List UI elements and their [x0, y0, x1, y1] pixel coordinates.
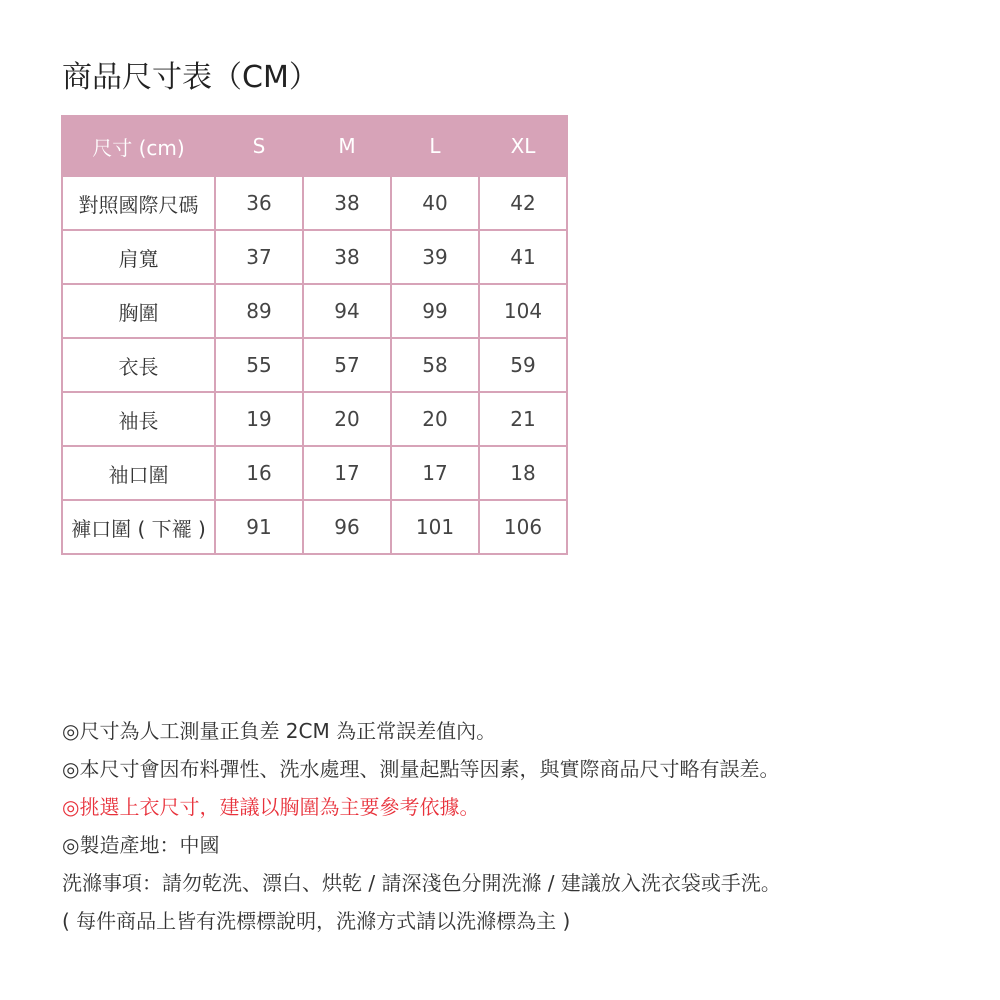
table-cell: 91	[215, 500, 303, 554]
table-cell: 94	[303, 284, 391, 338]
row-label: 對照國際尺碼	[62, 176, 215, 230]
table-cell: 58	[391, 338, 479, 392]
note-size-variance: ◎本尺寸會因布料彈性、洗水處理、測量起點等因素，與實際商品尺寸略有誤差。	[62, 757, 780, 781]
note-washing-instructions: 洗滌事項：請勿乾洗、漂白、烘乾 / 請深淺色分開洗滌 / 建議放入洗衣袋或手洗。	[62, 871, 781, 895]
table-cell: 89	[215, 284, 303, 338]
table-cell: 40	[391, 176, 479, 230]
table-row	[62, 338, 567, 392]
table-cell: 20	[391, 392, 479, 446]
table-cell: 38	[303, 176, 391, 230]
table-cell: 17	[303, 446, 391, 500]
table-cell: 57	[303, 338, 391, 392]
note-size-selection-tip: ◎挑選上衣尺寸，建議以胸圍為主要參考依據。	[62, 795, 480, 819]
table-cell: 17	[391, 446, 479, 500]
row-label: 袖長	[62, 392, 215, 446]
table-cell: 18	[479, 446, 567, 500]
header-cell-l: L	[391, 116, 479, 176]
table-row	[62, 230, 567, 284]
table-cell: 21	[479, 392, 567, 446]
table-cell: 38	[303, 230, 391, 284]
notes-section	[62, 712, 962, 940]
size-table	[61, 115, 568, 555]
page-title: 商品尺寸表（CM）	[62, 60, 319, 95]
table-cell: 41	[479, 230, 567, 284]
table-cell: 99	[391, 284, 479, 338]
table-cell: 42	[479, 176, 567, 230]
table-cell: 104	[479, 284, 567, 338]
table-row	[62, 176, 567, 230]
note-washing-label: ( 每件商品上皆有洗標標說明，洗滌方式請以洗滌標為主 )	[62, 909, 571, 933]
table-row	[62, 446, 567, 500]
table-cell: 36	[215, 176, 303, 230]
table-row	[62, 500, 567, 554]
table-row	[62, 392, 567, 446]
table-cell: 16	[215, 446, 303, 500]
table-cell: 55	[215, 338, 303, 392]
row-label: 袖口圍	[62, 446, 215, 500]
table-cell: 37	[215, 230, 303, 284]
table-cell: 106	[479, 500, 567, 554]
table-cell: 101	[391, 500, 479, 554]
header-cell-s: S	[215, 116, 303, 176]
table-cell: 59	[479, 338, 567, 392]
table-cell: 20	[303, 392, 391, 446]
table-cell: 39	[391, 230, 479, 284]
note-origin: ◎製造產地：中國	[62, 833, 220, 857]
row-label: 肩寬	[62, 230, 215, 284]
table-cell: 19	[215, 392, 303, 446]
table-cell: 96	[303, 500, 391, 554]
table-header-row	[62, 116, 567, 176]
row-label: 褲口圍 ( 下襬 )	[62, 500, 215, 554]
note-measurement-tolerance: ◎尺寸為人工測量正負差 2CM 為正常誤差值內。	[62, 719, 497, 743]
table-row	[62, 284, 567, 338]
row-label: 胸圍	[62, 284, 215, 338]
header-cell-xl: XL	[479, 116, 567, 176]
row-label: 衣長	[62, 338, 215, 392]
header-cell-label: 尺寸 (cm)	[62, 116, 215, 176]
header-cell-m: M	[303, 116, 391, 176]
